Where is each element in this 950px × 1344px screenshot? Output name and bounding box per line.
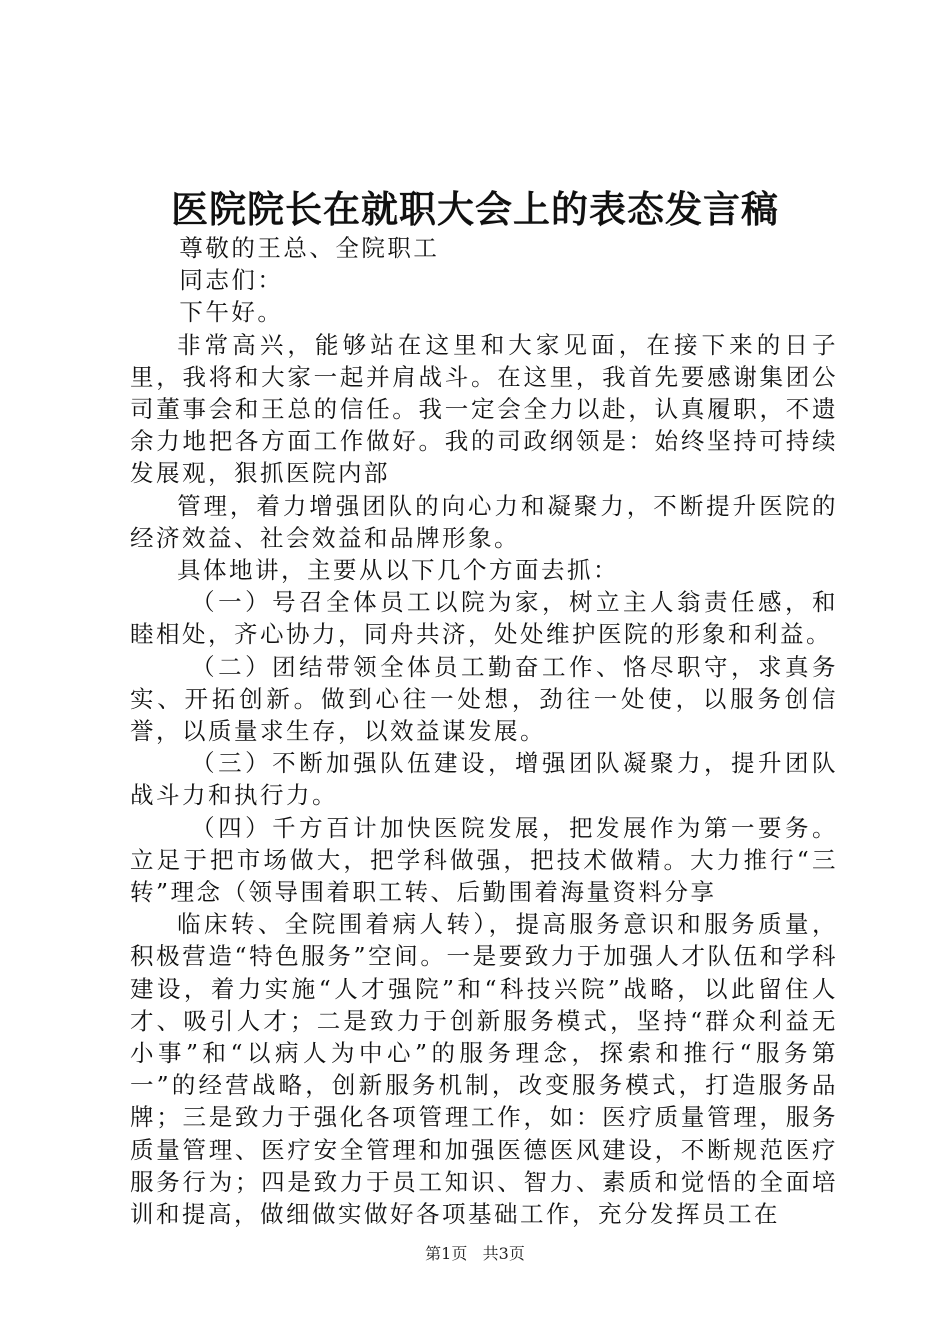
body-paragraph: 非常高兴，能够站在这里和大家见面，在接下来的日子里，我将和大家一起并肩战斗。在这里，我首先要感谢集团公司董事会和王总的信任。我一定会全力以赴，认真履职，不遗余力地把各方面工作做好。我的司政纲领是：始终坚持可持续发展观，狠抓医院内部: [130, 330, 838, 488]
salutation-comrades: 同志们：: [179, 266, 284, 295]
page-separator: [472, 1243, 477, 1265]
list-item: （二）团结带领全体员工勤奋工作、恪尽职守，求真务实、开拓创新。做到心往一处想，劲往一处使，以服务创信誉，以质量求生存，以效益谋发展。: [130, 652, 838, 746]
page-total: 共3页: [482, 1244, 525, 1263]
greeting-line: 下午好。: [179, 298, 284, 327]
body-paragraph: 具体地讲，主要从以下几个方面去抓：: [177, 556, 619, 585]
page-number: 第1页: [425, 1244, 468, 1263]
document-body: [130, 232, 838, 1230]
list-item: （一）号召全体员工以院为家，树立主人翁责任感，和睦相处，齐心协力，同舟共济，处处维护医院的形象和利益。: [130, 588, 838, 649]
body-paragraph: 管理，着力增强团队的向心力和凝聚力，不断提升医院的经济效益、社会效益和品牌形象。: [130, 491, 838, 552]
document-title: 医院院长在就职大会上的表态发言稿: [171, 187, 779, 231]
page-footer: [0, 1243, 950, 1265]
list-item: （四）千方百计加快医院发展，把发展作为第一要务。立足于把市场做大，把学科做强，把技术做精。大力推行“三转”理念（领导围着职工转、后勤围着海量资料分享: [130, 813, 838, 907]
body-paragraph: 临床转、全院围着病人转），提高服务意识和服务质量，积极营造“特色服务”空间。一是要致力于加强人才队伍和学科建设，着力实施“人才强院”和“科技兴院”战略，以此留住人才、吸引人才；二是致力于创新服务模式，坚持“群众利益无小事”和“以病人为中心”的服务理念，探索和推行“服务第一”的经营战略，创新服务机制，改变服务模式，打造服务品牌；三是致力于强化各项管理工作，如：医疗质量管理，服务质量管理、医疗安全管理和加强医德医风建设，不断规范医疗服务行为；四是致力于员工知识、智力、素质和觉悟的全面培训和提高，做细做实做好各项基础工作，充分发挥员工在: [130, 910, 838, 1229]
salutation-line: 尊敬的王总、全院职工: [179, 234, 440, 262]
list-item: （三）不断加强队伍建设，增强团队凝聚力，提升团队战斗力和执行力。: [130, 749, 838, 810]
